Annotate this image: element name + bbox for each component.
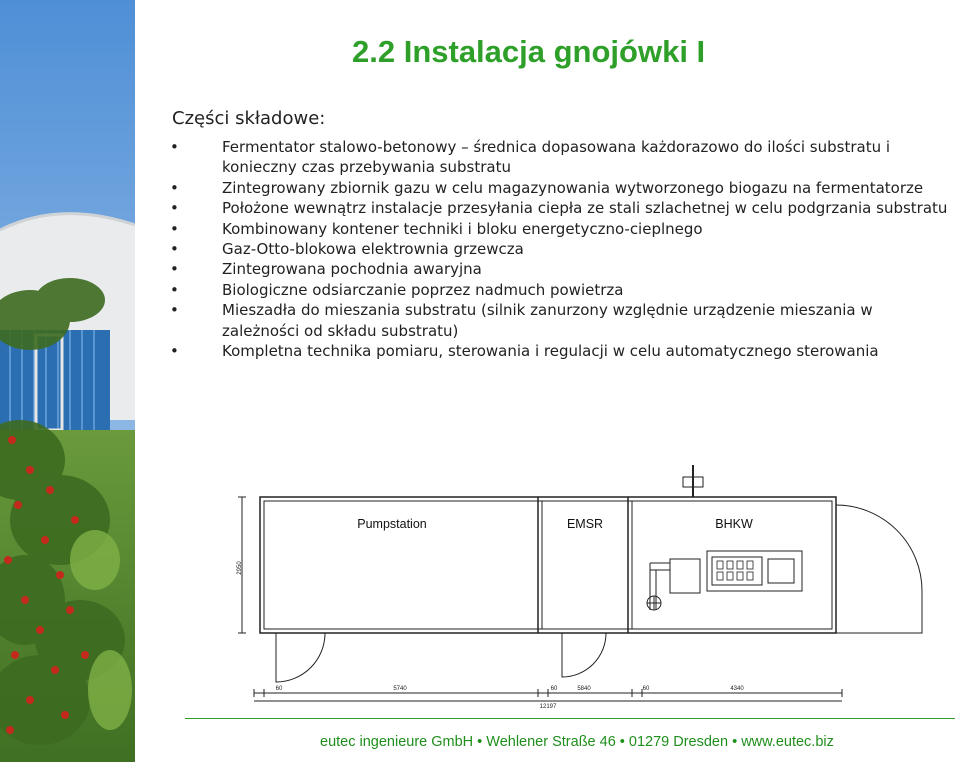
- list-item: [170, 198, 950, 218]
- list-item-text: Biologiczne odsiarczanie poprzez nadmuch powietrza: [222, 280, 624, 299]
- footer-text: eutec ingenieure GmbH • Wehlener Straße 46 • 01279 Dresden • www.eutec.biz: [320, 734, 834, 750]
- room-label-emsr: EMSR: [566, 517, 604, 531]
- list-item-text: Mieszadła do mieszania substratu (silnik zanurzony względnie urządzenie mieszania w zależności od składu substratu): [222, 301, 873, 340]
- bullet-icon: •: [170, 260, 179, 279]
- bullet-icon: •: [170, 199, 179, 218]
- background-photo: [0, 0, 135, 762]
- components-list: [170, 137, 950, 361]
- list-item-text: Zintegrowana pochodnia awaryjna: [222, 260, 482, 279]
- list-item: [170, 178, 950, 198]
- bullet-icon: •: [170, 219, 179, 238]
- dimension-wall-left: 60: [275, 686, 283, 692]
- footer-divider: [185, 718, 955, 719]
- list-item-text: Fermentator stalowo-betonowy – średnica dopasowana każdorazowo do ilości substratu i konieczny czas przebywania substratu: [222, 138, 891, 177]
- room-label-bhkw: BHKW: [715, 517, 753, 531]
- container-floor-plan: [232, 460, 932, 710]
- dimension-height: 2950: [237, 561, 243, 575]
- list-item-text: Zintegrowany zbiornik gazu w celu magazynowania wytworzonego biogazu na fermentatorze: [222, 178, 924, 197]
- bullet-icon: •: [170, 240, 179, 259]
- dimension-bhkw: 4340: [730, 686, 744, 692]
- dimension-wall-right: 60: [642, 686, 650, 692]
- list-item-text: Kombinowany kontener techniki i bloku energetyczno-cieplnego: [222, 219, 703, 238]
- bullet-icon: •: [170, 138, 179, 156]
- bullet-icon: •: [170, 301, 179, 320]
- list-item: [170, 341, 950, 361]
- list-item-text: Położone wewnątrz instalacje przesyłania ciepła ze stali szlachetnej w celu podgrzania substratu: [222, 199, 948, 218]
- page-title: 2.2 Instalacja gnojówki I: [352, 34, 706, 69]
- dimension-pumpstation: 5740: [393, 686, 407, 692]
- list-item: [170, 259, 950, 279]
- dimension-wall-mid: 60: [550, 686, 558, 692]
- list-item: [170, 280, 950, 300]
- section-subtitle: Części składowe:: [172, 108, 326, 129]
- room-label-pumpstation: Pumpstation: [357, 517, 427, 531]
- bullet-icon: •: [170, 178, 179, 197]
- list-item-text: Gaz-Otto-blokowa elektrownia grzewcza: [222, 240, 524, 259]
- list-item-text: Kompletna technika pomiaru, sterowania i regulacji w celu automatycznego sterowania: [222, 342, 879, 361]
- bullet-icon: •: [170, 342, 179, 361]
- list-item: [170, 137, 950, 178]
- dimension-emsr: 5840: [577, 686, 591, 692]
- list-item: [170, 239, 950, 259]
- list-item: [170, 300, 950, 341]
- bullet-icon: •: [170, 280, 179, 299]
- dimension-total: 12197: [539, 704, 557, 710]
- list-item: [170, 219, 950, 239]
